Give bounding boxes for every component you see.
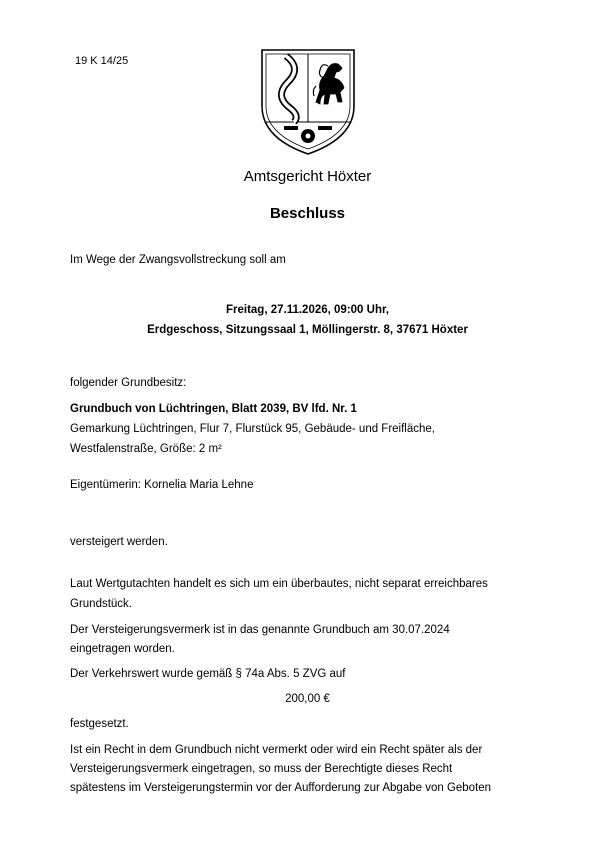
register-note-line-1: Der Versteigerungsvermerk ist in das genannte Grundbuch am 30.07.2024	[70, 624, 450, 636]
auction-location: Erdgeschoss, Sitzungssaal 1, Möllingerstr. 8, 37671 Höxter	[147, 324, 468, 336]
rights-line-2: Versteigerungsvermerk eingetragen, so muss der Berechtigte dieses Recht	[70, 763, 453, 775]
owner-text: Eigentümerin: Kornelia Maria Lehne	[70, 479, 254, 491]
property-label: folgender Grundbesitz:	[70, 377, 187, 389]
appraisal-line-1: Laut Wertgutachten handelt es sich um ein überbautes, nicht separat erreichbares	[70, 578, 488, 590]
rights-line-1: Ist ein Recht in dem Grundbuch nicht vermerkt oder wird ein Recht später als der	[70, 744, 483, 756]
case-number: 19 K 14/25	[75, 55, 129, 67]
intro-text: Im Wege der Zwangsvollstreckung soll am	[70, 254, 286, 266]
parcel-line-2: Westfalenstraße, Größe: 2 m²	[70, 443, 222, 455]
parcel-line-1: Gemarkung Lüchtringen, Flur 7, Flurstück 95, Gebäude- und Freifläche,	[70, 423, 435, 435]
land-register: Grundbuch von Lüchtringen, Blatt 2039, BV lfd. Nr. 1	[70, 403, 357, 415]
market-value-amount: 200,00 €	[285, 693, 330, 705]
document-title: Beschluss	[269, 205, 346, 222]
auction-date: Freitag, 27.11.2026, 09:00 Uhr,	[225, 304, 390, 316]
fixed-text: festgesetzt.	[70, 718, 129, 730]
rights-line-3: spätestens im Versteigerungstermin vor der Aufforderung zur Abgabe von Geboten	[70, 782, 492, 794]
appraisal-line-2: Grundstück.	[70, 598, 132, 610]
register-note-line-2: eingetragen worden.	[70, 643, 175, 655]
auction-statement: versteigert werden.	[70, 536, 168, 548]
court-name: Amtsgericht Höxter	[243, 168, 372, 185]
nrw-coat-of-arms-icon	[258, 46, 358, 158]
market-value-text: Der Verkehrswert wurde gemäß § 74a Abs. 5 ZVG auf	[70, 668, 346, 680]
